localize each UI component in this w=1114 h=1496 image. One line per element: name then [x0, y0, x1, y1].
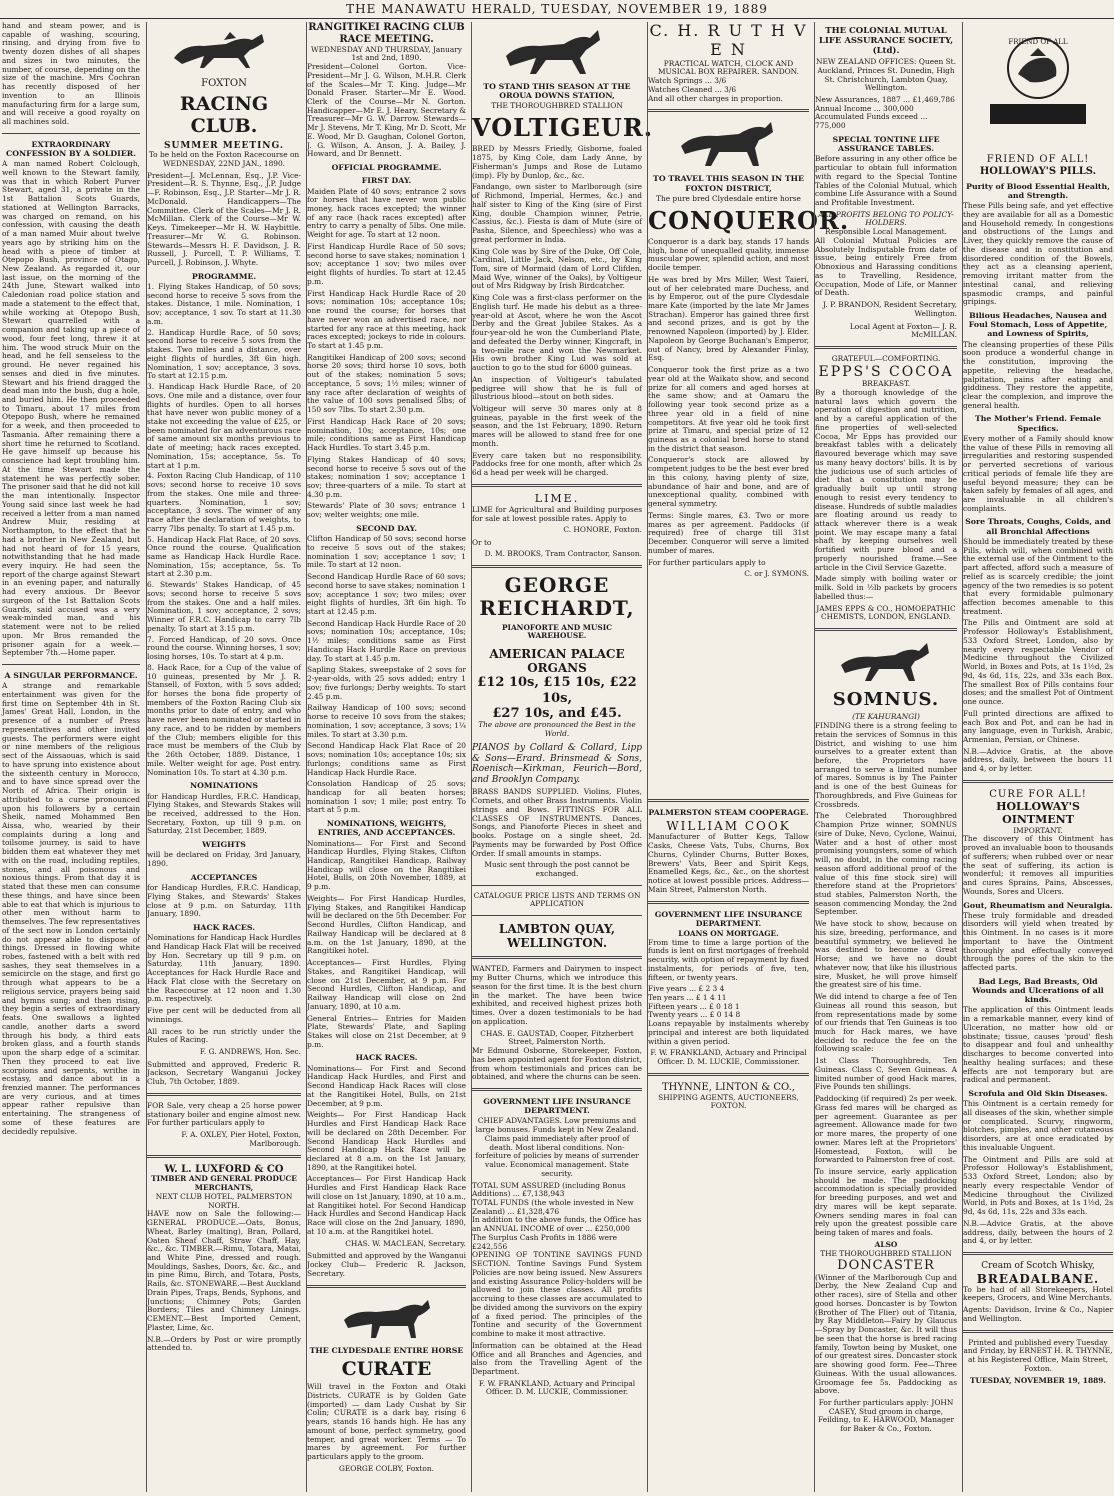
race-item: 3. Handicap Hack Hurdle Race, of 20 sovs. One mile and a distance, over four flights of hurdles. Open to all horses that have never won public money of a stake not exceeding the value of £25, or been nominated for an adventurous race of same amount six months previous to date of meeting; hack races excepted. Nomination, 15s; acceptance, 5s. To start at 1 p.m.: [147, 382, 301, 470]
emblem-ribbon-text: FRIEND OF ALL: [1008, 38, 1068, 46]
ad-text: WANTED, Farmers and Dairymen to inspect my Butter Churns, which we introduce this season for the first time. It is the best churn in the market. The have been twice exhibited, and received highest prizes both times. Over a dozen testimonials to be had on application.: [472, 964, 642, 1026]
ad-title: TO STAND THIS SEASON AT THE OROUA DOWNS STATION,: [483, 82, 631, 101]
section-heading: Purity of Blood Essential Health, and Strength.: [966, 181, 1110, 201]
ad-signature: F. G. ANDREWS, Hon. Sec.: [199, 1046, 301, 1056]
stallion-illustration: [492, 26, 622, 78]
race-list: [147, 283, 301, 777]
figure-row: Annual Income ... 300,000: [815, 103, 914, 113]
section-heading: SPECIAL TONTINE LIFE ASSURANCE TABLES.: [832, 134, 940, 154]
ad-text: Before assuring in any other office be particular to obtain full information with regard to the Special Tontine Tables of the Colonial Mutual, which combine Life Assurance with a Sound and Profitable Investment.: [815, 154, 957, 207]
ad-title: RANGITIKEI RACING CLUB RACE MEETING.: [308, 22, 465, 45]
ad-subtitle: LOANS ON MORTGAGE.: [678, 928, 779, 938]
ad-signature: C. HONORE, Foxton.: [563, 525, 642, 535]
ad-subtitle: (TE KAHURANGI): [852, 712, 920, 722]
ad-figure-row: TOTAL SUM ASSURED (including Bonus Additions) ... £7,138,943: [472, 1180, 626, 1199]
column-1: [2, 22, 140, 1492]
ad-text: Responsible Local Management.: [825, 227, 947, 237]
ad-text: This Ointment is a certain remedy for all diseases of the skin, whether simple or complicated. Scurvy, ringworm, blotches, pimples, and other cutaneous disorders, are at once eradicated by this invaluable Unguent.: [963, 1099, 1113, 1152]
ad-signature: For further particulars apply: JOHN CASEY, Stud groom in charge, Feilding, to E. HARWOOD, Manager for Baker & Co., Foxton.: [817, 1397, 954, 1434]
divider: [472, 1088, 642, 1091]
ad-text: Should be immediately treated by these Pills, which will, when combined with the external use of the Ointment to the part affected, afford such a measure of relief as is scarcely credible; the joint agency of the two remedies is so potent that every formidable pulmonary affection becomes amenable to this treatment.: [963, 536, 1113, 616]
divider: [472, 565, 642, 568]
ad-title-large: RACING CLUB.: [179, 92, 269, 138]
race-item: 2. Handicap Hurdle Race, of 50 sovs; second horse to receive 5 sovs from the stakes. Two miles and a distance, over eight flights of hurdles, 3ft 6in high. Nomination, 1 sov; acceptance, 3 sovs. To start at 12.15 p.m.: [147, 327, 301, 381]
ad-headline: AMERICAN PALACE ORGANS: [489, 647, 625, 676]
ad-text: We did intend to charge a fee of Ten Guineas all round this season, but from representations made by some of our friends that Ten Guineas is too much for Hack mares, we have decided to reduce the fee on the following scale:: [815, 992, 957, 1054]
race-item: 1. Flying Stakes Handicap, of 50 sovs; second horse to receive 5 sovs from the stakes. Distance, 1 mile. Nomination, 1 sov; acceptance, 1 sov. To start at 11.30 a.m.: [147, 281, 301, 326]
divider: [2, 664, 140, 665]
ad-text: Manufacturer of Butter Kegs, Tallow Casks, Cheese Vats, Tubs, Churns, Box Churns, Cylinder Churns, Butter Boxes, Brewers' Vats, Beer and Spirit Kegs, Enamelled Kegs, &c., &c., on the shortest notice at lowest possible prices. Address—Main Street, Palmerston North.: [648, 832, 809, 894]
race-item: Clifton Handicap of 50 sovs; second horse to receive 5 sovs out of the stakes; nomination 1 sov; acceptance 1 sov; 1 mile. To start at 12 noon.: [307, 534, 466, 570]
race-item: Sapling Stakes, sweepstake of 2 sovs for 2-year-olds, with 25 sovs added; entry 1 sov; five furlongs; Derby weights. To start 2.45 p.m.: [307, 665, 466, 701]
imprint-date: TUESDAY, NOVEMBER 19, 1889.: [970, 1375, 1106, 1385]
divider: [648, 109, 809, 112]
ad-title-large: GEORGE REICHARDT,: [479, 572, 635, 621]
ad-text: NEW ZEALAND OFFICES: Queen St. Auckland, Princes St. Dunedin, High St. Christchurch, Lambton Quay, Wellington.: [816, 57, 956, 93]
draught-horse-illustration: [669, 118, 789, 170]
ad-text: From time to time a large portion of the funds is lent on first mortgages of freehold security, with option of repayment by fixed instalments, for periods of five, ten, fifteen, or twenty years.: [648, 937, 809, 982]
ad-officers: President—Colonel Gorton. Vice-President—Mr J. G. Wilson, M.H.R. Clerk of the Scales—Mr T. King. Judge—Mr Donald Fraser. Starter—Mr E. Wood. Clerk of the Course—Mr N. Gorton. Handicapper—Mr E. J. Heary. Secretary & Treasurer—Mr G. W. Darrow. Stewards—Mr J. Stevens, Mr T. King, Mr D. Scott, Mr E. Wood, Mr D. Gaughan, Colonel Gorton, J. G. Wilson, A. Anson, J. A. Bailey, J. Howard, and Dr Bennett.: [307, 62, 466, 159]
race-item: Maiden Plate of 40 sovs; entrance 2 sovs for horses that have never won public money, hack races excepted; the winner of any race (hack races excepted) after entry to carry a penalty of 5lbs. One mile. Weight for age. To start at 12 noon.: [307, 186, 466, 240]
article-text: A strange and remarkable entertainment was given for the first time on September 4th in St. James' Great Hall, London, in the presence of a number of Press representatives and other invited guests. The performers were eight or nine members of the religious sect of the Aissaouas, which is said to have sprung into existence about the sixteenth century in Morocco, and to have since spread over the North of Africa. Their origin is attributed to a curse pronounced upon his followers by a certain Sheik, named Mohammed Ben Aissa, who, wearied by their complaints during a long and toilsome journey, is said to have bidden them eat whatever they met with on the road, including reptiles, stones, and all poisonous and noxious things. From that day it is stated that these men can consume these things, and have since been able to eat that which is injurious to other men without harm to themselves. The few representatives of the sect now in London certainly do not appear able to dispose of things. Dressed in flowing white robes, fastened with a belt with red sashes, they seat themselves in a semicircle on the stage, and first go through what appears to be a religious service, prayers being said and hymns sung; and then rising, they begin a series of extraordinary feats. One swallows a lighted candle, another darts a sword through his body, a third eats broken glass, and a fourth stands upon the sharp edge of a scimitar. Then they proceed to eat live scorpions and serpents, writhe in ecstasy, and dance about in a frenzied manner. The performances are very curious, and at times appear rather repulsive than entertaining. The strangeness of some of these features are decidedly repulsive.: [2, 681, 140, 1136]
ad-title: THE COLONIAL MUTUAL LIFE ASSURANCE SOCIETY, (Ltd).: [818, 26, 954, 57]
ad-headline: LAMBTON QUAY, WELLINGTON.: [498, 922, 616, 951]
ad-text: Conqueror took the first prize as a two year old at the Waikato show, and second prize for all comers and aged horses at the same show; and at Oamaru the following year took second prize as a three year old in a field of nine competitors. At five year old he took first prize at Timaru, and special prize of 12 guineas as a colonial bred horse to stand in the district that season.: [648, 365, 809, 453]
ad-text: N.B.—Advice Gratis, at the above address, daily, between the hours of 2 and 4, or by letter.: [963, 1218, 1113, 1246]
race-item: 4. Foxton Racing Club Handicap, of 110 sovs; second horse to receive 10 sovs from the stakes. One mile and three-quarters. Nomination, 1 sov; acceptance, 3 sovs. The winner of any race after the declaration of weights, to carry 7lbs penalty. To start at 1.45 p.m.: [147, 471, 301, 533]
ad-text: General Entries— Entries for Maiden Plate, Stewards' Plate, and Sapling Stakes will close on 21st December, at 9 p.m.: [307, 1013, 466, 1049]
ad-text: All races to be run strictly under the Rules of Racing.: [147, 1026, 301, 1045]
divider: [472, 885, 642, 886]
race-item: Rangitikei Handicap of 200 sovs; second horse 20 sovs; third horse 10 sovs, both out of the stakes; nomination 5 sovs; acceptance, 5 sovs; 1½ miles; winner of any race after declaration of weights of the value of 100 sovs penalised 5lbs; of 150 sov 7lbs. To start 2.30 p.m.: [307, 352, 466, 415]
ad-text: Music sent through the post cannot be exchanged.: [484, 860, 630, 878]
ad-title: FOXTON: [201, 78, 247, 89]
ad-title: Cream of Scotch Whisky,: [981, 1260, 1095, 1271]
column-5: [647, 21, 850, 1492]
ad-text: FINDING there is a strong feeling to retain the services of Somnus in this District, and wishing to use him ourselves to a greater extent than before, the Proprietors have arranged to serve a limited number of mares. Somnus is by The Painter and is one of the best Guineas for Thoroughbreds, and Five Guineas for Crossbreds.: [815, 721, 957, 809]
section-heading: HACK RACES.: [193, 922, 255, 932]
section-heading: SECOND DAY.: [356, 523, 417, 533]
ad-text: Full printed directions are affixed to each Box and Pot, and can be had in any language, even in Turkish, Arabic, Armenian, Persian, or Chinese.: [963, 708, 1113, 744]
ad-text: We have stock to show, because on his size, breeding, performance, and beautiful symmetry, we believed he was destined to become a Great Horse; and we have no doubt whatever now, that like his illustrious sire, Musket, he will prove himself the greatest sire of his time.: [815, 919, 957, 990]
ad-title-large: BREADALBANE.: [976, 1271, 1100, 1286]
divider: [2, 133, 140, 134]
ad-signature: F. A. OXLEY, Pier Hotel, Foxton, Marlborough.: [181, 1130, 301, 1148]
emblem-banner-text: HOLLOWAY'S PILLS: [975, 125, 1101, 139]
ad-text: Acceptances— First Hurdles, Flying Stakes, and Rangitikei Handicap, will close on 21st December, at 9 p.m. For Second Hurdles, Clifton Handicap, and Railway Handicap will close on 2nd January, 1890, at 10 a.m.: [307, 958, 466, 1011]
section-heading: PROGRAMME.: [191, 271, 257, 281]
ad-text: Fandango, own sister to Marlborough (sire of Richmond, Imperial, Hermes, &c.) and half sister to King of the King (sire of First King, double Champion winner, Petrie, Cassius, &c.). Fiesta is dam of Mute (sire of Pasha, Silence, and Speechless) who was a great performer in India.: [472, 182, 642, 244]
race-item: Second Handicap Hurdle Race of 60 sovs; second horse to save stakes; nomination 1 sov; acceptance 1 sov; two miles; over eight flights of hurdles, 3ft 6in high. To start at 12.45 p.m.: [307, 572, 466, 617]
ad-title-large: DONCASTER: [837, 1258, 935, 1274]
ad-text: Will travel in the Foxton and Otaki Districts. CURATE is by Golden Gate (imported) — dam Lady Cushat by Sir Colin; CURATE is a dark bay, rising 6 years, stands 16 hands high. He has any amount of bone, perfect symmetry, good temper, and great worker. Terms — To mares by agreement. For further particulars apply to the groom.: [307, 1382, 466, 1461]
ad-text: LIME for Agricultural and Building purposes for sale at lowest possible rates. Apply to: [472, 504, 642, 523]
ad-text: 1st Class Thoroughbreds, Ten Guineas. Class C, Seven Guineas. A limited number of good Hack mares, Five Pounds ten shillings.: [815, 1056, 957, 1092]
loan-row: Ten years ... £ 1 4 11: [648, 993, 727, 1003]
article-text: A man named Robert Colclough, well known to the Stewart family, was that in which Robert Purver Stewart, aged 31, a private in the 1st Battalion Scots Guards, stationed at Wellington Barracks, was charged on remand, on his confession, with causing the death of a man named Muir about twelve years ago by striking him on the head with a piece of timber at Otepopo Bush, province of Otago, New Zealand. As regarded it, our last issue, on the morning of the 24th June, Stewart walked into Caledonian road police station and made a statement to the effect that, while working at Otepopo Bush, Stewart quarrelled with a companion and taking up a piece of wood, four feet long, threw it at him. The wood struck Muir on the head, and he fell senseless to the ground. He never regained his senses and died in five minutes. Stewart and his friend dragged the dead man into the bush, dug a hole, and buried him. He then proceeded to Timaru, about 17 miles from Otepopo Bush, where he remained for a week, and then proceeded to Tasmania. After remaining there a short time he returned to Scotland. He gave himself up because his conscience had kept troubling him. At the time Stewart made the statement he was perfectly sober. The prisoner said that he did not kill the man intentionally. Inspector Young said since last week he had received a letter from a man named Andrew Muir, residing at Northampton, to the effect that he had a brother in New Zealand, but had not heard of for 15 years, notwithstanding that he had made every inquiry. He had seen the report of the charge against Stewart in an evening paper, and naturally had every anxious. Dr Beevor surgeon of the 1st Battalion Scots Guards, said accused was a very weak-minded man, and his statement were not to be relied upon. Mr Bros remanded the prisoner again for a week.—September 7th.—Home paper.: [2, 159, 140, 658]
section-heading: Gout, Rheumatism and Neuralgia.: [963, 900, 1113, 910]
ad-text: Nominations— For First and Second Handicap Hurdles, Flying Stakes, Clifton Handicap, Rangitikei Handicap, Railway Handicap will close on the Rangitikei Hotel, Bulls, on 20th November, 1889, at 9 p.m.: [307, 838, 466, 892]
ad-text: The above are pronounced the Best in the World.: [478, 720, 636, 739]
ad-text: Information can be obtained at the Head Office and all Branches and Agencies, and also from the Travelling Agent of the Department.: [472, 1340, 642, 1376]
divider: [648, 799, 809, 802]
ad-title-large: WILLIAM COOK: [666, 819, 791, 834]
race-item: First Handicap Hurdle Race of 50 sovs; second horse to save stakes; nomination 1 sov; acceptance 1 sov; two miles over eight flights of hurdles. To start at 12.45 p.m.: [307, 241, 466, 286]
ad-title-large: EPPS'S COCOA: [818, 363, 954, 380]
ad-signature: C. or J. SYMONS.: [744, 569, 809, 579]
section-heading: WEIGHTS: [202, 840, 246, 850]
ad-text: For further particulars apply to: [648, 557, 766, 567]
race-item: Second Handicap Hack Flat Race of 20 sovs; nomination 10s; acceptance 10s; six furlongs; conditions same as First Handicap Hack Hurdle Race.: [307, 741, 466, 777]
ad-text: Paddocking (if required) 2s per week. Grass fed mares will be charged as per agreement. Guarantee as per agreement. Allowance made for two or more mares, the property of one owner. Mares left at the Proprietors' Homestead, Foxton, will be forwarded to Palmerston free of cost.: [815, 1094, 957, 1165]
ad-headline: £27 10s, and £45.: [492, 706, 622, 722]
ad-text: The Pills and Ointment are sold at Professor Holloway's Establishment, 533 Oxford Street, London, also by nearly every respectable Vendor of Medicine throughout the Civilized World, in Boxes and Pots, at 1s 1½d, 2s 9d, 4s 6d, 11s, 22s, and 33s each Box. The smallest Box of Pills contains four doses; and the smallest Pot of Ointment one ounce.: [963, 618, 1113, 707]
ad-address: NEXT CLUB HOTEL, PALMERSTON NORTH.: [155, 1191, 293, 1210]
divider: [963, 1330, 1113, 1333]
divider: [472, 956, 642, 959]
ad-title: PALMERSTON STEAM COOPERAGE.: [648, 808, 809, 818]
ad-text: Acceptances— For First Handicap Hack Hurdles and First Handicap Hack Race will close on 1st January, 1890, at 10 a.m., at Rangitikei hotel. For Second Handicap Hack Hurdles and Second Handicap Hack Race will close on the 2nd January, 1890, at 10 a.m. at the Rangitikei hotel.: [307, 1174, 466, 1236]
section-heading: The Mother's Friend. Female Specifics.: [974, 414, 1102, 433]
race-item: 8. Hack Race, for a Cup of the value of 10 guineas, presented by Mr J. R. Stansell, of Foxton, with 5 sovs added; for horses the bona fide property of members of the Foxton Racing Club six months prior to date of entry, and who have never been nominated or started in any race, and to be ridden by members of the Club; members eligible for this race must be members of the Club by the 26th October, 1889. Distance, 1 mile. Welter weight for age. Post entry. Nomination 10s. To start at 4.30 p.m.: [147, 662, 301, 777]
ad-text: Conqueror is a dark bay, stands 17 hands high, bone of unequalled quality, immense muscular power, splendid action, and most docile temper.: [648, 236, 809, 273]
ad-text: The Ointment and Pills are sold at Professor Holloway's Establishment, 533 Oxford Street, London; also by nearly every respectable Vendor of Medicine throughout the Civilized World, in Pots and Boxes, at 1s 1½d, 2s 9d, 4s 6d, 11s, 22s and 33s each.: [963, 1154, 1113, 1217]
ad-text: HAVE now on Sale the following:— GENERAL PRODUCE.—Oats, Bonus, Wheat, Barley (malting), Bran, Pollard, Oaten Sheaf Chaff, Straw Chaff, Hay, &c., &c. TIMBER.—Rimu, Totara, Matai, and White Pine, dressed and rough. Mouldings, Sashes, Doors, &c. &c., and in pine Rimu, Birch, and Totara, Posts, Rails, &c. STONEWARE.—Best Auckland Drain Pipes, Traps, Bends, Syphons, and Junctions; Chimney Pots; Garden Borders; Tiles and Chimney Linings. CEMENT.—Best Imported Cement, Plaster, Lime, &c.: [147, 1209, 301, 1332]
ad-text: Mr Edmund Osborne, Storekeeper, Foxton, has been appointed agent for Foxton district, from whom testimonials and prices can be obtained, and where the churns can be seen.: [472, 1046, 642, 1082]
ad-subtitle: PRACTICAL WATCH, CLOCK AND MUSICAL BOX REPAIRER. SANDON.: [657, 58, 800, 77]
race-item: Railway Handicap of 100 sovs; second horse to receive 10 sovs from the stakes; nomination, 1 sov; acceptance, 3 sovs; 1¼ miles. To start at 3.30 p.m.: [307, 703, 466, 739]
section-heading: HACK RACES.: [355, 1053, 418, 1063]
ad-text: will be declared on Friday, 3rd January, 1890.: [147, 850, 301, 869]
article-heading: A SINGULAR PERFORMANCE.: [4, 671, 138, 681]
ad-subtitle: BREAKFAST.: [861, 379, 911, 389]
imprint-text: Printed and published every Tuesday and Friday, by ERNEST H. R. THYNNE, at his Registered Office, Main Street, Foxton.: [963, 1337, 1113, 1373]
ad-headline: £12 10s, £15 10s, £22 10s,: [477, 675, 637, 706]
ad-text: Nominations for Handicap Hack Hurdles and Handicap Hack Flat will be received by Hon. Secretary up till 9 p.m. on Saturday, 11th January, 1890. Acceptances for Hack Hurdle Race and Hack Flat close with the Secretary on the Racecourse at 12 noon and 1.30 p.m. respectively.: [147, 933, 301, 1004]
ad-text: These Pills being safe, and yet effective they are available for all as a Domestic and Household remedy. In congestions and obstructions of the Lungs and Liver, they quickly remove the cause of the disease and in constitution and disordered condition of the Bowels, they act as a cleansing aperient, removing irritant matter from the intestinal canal, and relieving spasmodic cramps, and painful gripings.: [963, 201, 1113, 307]
article-text: hand and steam power, and is capable of washing, scouring, rinsing, and drying from five to twenty dozen dishes of all shapes and sizes in two minutes, the number, of course, depending on the size of the machine. Mrs Cochran has recently disposed of her invention to an Illinois manufacturing firm for a large sum, and will receive a good royalty on all machines sold.: [2, 21, 140, 127]
ad-text: Agents: Davidson, Irvine & Co., Napier and Wellington.: [963, 1305, 1113, 1323]
ad-text: Terms: Single mares, £3. Two or more mares as per agreement. Paddocks (if required) free of charge till 31st December. Conqueror will serve a limited number of mares.: [648, 510, 809, 555]
ad-subtitle: THE THOROUGHBRED STALLION: [491, 101, 623, 111]
race-item: First Handicap Hack Hurdle Race of 20 sovs; nomination 10s; acceptance 10s; one round the course; for horses that have never won an advertised race, nor started for any race at this meeting, hack races excepted; jockeys to ride in colours. To start at 1.45 p.m.: [307, 288, 466, 350]
ad-text: King Cole was a first-class performer on the English turf. He made his debut as a three-year-old at Ascot, where he won the Ascot Derby and the Great Jubilee Stakes. As a four-year-old he won the Cumberland Plate, and defeated the Derby winner, Kingcraft, in a two-mile race and won the Newmarket. His own brother King Lud was sold at auction to go to the stud for 6000 guineas.: [472, 293, 642, 373]
section-heading: FIRST DAY.: [361, 176, 412, 186]
ad-title: LIME.: [534, 491, 580, 505]
ad-subtitle: SUMMER MEETING.: [163, 140, 285, 151]
race-item: Second Handicap Hack Hurdle Race of 20 sovs; nomination 10s; acceptance, 10s; 1½ miles; conditions same as First Handicap Hack Hurdle Race on previous day. To start at 1.45 p.m.: [307, 618, 466, 663]
divider: [963, 780, 1113, 783]
divider: [472, 484, 642, 487]
ad-figure-row: TOTAL FUNDS (the whole invested in New Zealand) ... £1,328,476: [472, 1198, 634, 1216]
ad-signature: GEORGE COLBY, Foxton.: [339, 1463, 434, 1473]
column-2: [146, 22, 301, 1492]
ad-text: These truly formidable and dreaded disorders will yield when treated by this Ointment. In no cases is it more important to have the Ointment thoroughly and effectually conveyed through the pores of the skin to the affected parts.: [963, 910, 1113, 973]
thoroughbred-horse-illustration: [831, 637, 941, 685]
ad-signature: F. W. FRANKLAND, Actuary and Principal Officer. D. M. LUCKIE, Commissioner.: [650, 1048, 807, 1067]
loan-row: Five years ... £ 2 3 4: [648, 984, 725, 994]
ad-text: To be had of all Storekeepers, Hotel keepers, Grocers, and Wine Merchants.: [963, 1284, 1113, 1303]
ad-text: Weights— For First Handicap Hurdles, Flying Stakes, and Rangitikei Handicap will be declared on the 5th December. For Second Hurdles, Clifton Handicap, and Railway Handicap will be declared at 8 a.m. on the 1st January, 1890, at the Rangitikei hotel.: [307, 893, 466, 956]
race-item: First Handicap Hack Race of 20 sovs; nomination, 10s; acceptance, 10s; one mile; conditions same as First Handicap Hack Hurdles. To start 3.45 p.m.: [307, 416, 466, 453]
ad-signature: J. P. BRANDON, Resident Secretary, Wellington.: [823, 300, 957, 318]
price-row: Watch Springs ... 3/6: [648, 76, 727, 86]
race-item: 5. Handicap Hack Flat Race, of 20 sovs. Once round the course. Qualification same as Handicap Hack Hurdle Race. Nomination, 15s; acceptance, 5s. To start at 2.30 p.m.: [147, 534, 301, 579]
ad-text: ALL PROFITS BELONG TO POLICY-HOLDERS.: [818, 209, 954, 228]
ad-text: The application of this Ointment leads in a remarkable manner, every kind of Ulceration, no matter how old or obstinate; tissue, causes 'proud' flesh to disappear and foul and unhealthy discharges to become converted into healthy healing surfaces; and these effects are not temporary but are radical and permanent.: [963, 1005, 1113, 1085]
ad-signature: Local Agent at Foxton— J. R. McMILLAN.: [849, 321, 957, 340]
ad-text: Loans repayable by instalments whereby principal and interest are both liquidated within a given period.: [648, 1019, 809, 1046]
ad-signature: CHAS. E. GAUSTAD, Cooper, Fitzherbert Street, Palmerston North.: [480, 1028, 634, 1047]
ad-title: THYNNE, LINTON & CO.,: [662, 1081, 795, 1093]
figure-row: Accumulated Funds exceed ... 775,000: [815, 112, 928, 131]
ad-text: FOR Sale, very cheap a 25 horse power stationary boiler and engine almost new. For further particulars apply to: [147, 1100, 301, 1128]
ad-subtitle: GRATEFUL—COMFORTING.: [831, 353, 941, 363]
ad-text: An inspection of Voltigeur's tabulated pedigree will show that he is full of illustrious blood—stout on both sides.: [472, 374, 642, 402]
ad-title: GOVERNMENT LIFE INSURANCE DEPARTMENT.: [654, 909, 803, 928]
ad-text: Nominations— For First and Second Handicap Hack Hurdles, and First and Second Handicap Hack Races will close at the Rangitikei Hotel, Bulls, on 21st December, at 9 p.m.: [307, 1063, 466, 1108]
ad-text: The cleansing properties of these Pills soon produce a wonderful change in the constitution, improving the appetite, relieving the headache, palpitation, pains after eating and giddiness. They restore the appetite, clear the complexion, and improve the general health.: [963, 339, 1113, 410]
ad-title-large: C. H. R U T H V E N: [649, 21, 808, 59]
ad-title-large: VOLTIGEUR.: [472, 113, 654, 143]
divider: [648, 1073, 809, 1076]
ad-title: FRIEND OF ALL!: [986, 154, 1090, 166]
ad-text: King Cole was by Sire of the Duke, Off Cole, Cardinal, Little Jack, Nelson, etc., by King Tom, sire of Mormaid (dam of Lord Clifden, Maid Wye, winner of the Oaks), by Voltigeur out of Mrs Ridgway by Irish Birdcatcher.: [472, 246, 642, 291]
ad-title-large: SOMNUS.: [832, 689, 940, 711]
ad-text: And all other charges in proportion.: [648, 93, 783, 103]
column-7: [962, 22, 1113, 1492]
ad-text: Five per cent will be deducted from all winnings.: [147, 1006, 301, 1024]
column-6: [814, 22, 957, 1492]
section-heading: Sore Throats, Coughs, Colds, and all Bronchial Affections: [965, 517, 1111, 536]
clydesdale-horse-illustration: [332, 1294, 442, 1342]
ad-text: By a thorough knowledge of the natural laws which govern the operation of digestion and nutrition, and by a careful application of the fine properties of well-selected Cocoa, Mr Epps has provided our breakfast tables with a delicately flavoured beverage which may save us many heavy doctors' bills. It is by the judicious use of such articles of diet that a constitution may be gradually built up until strong enough to resist every tendency to disease. Hundreds of subtle maladies are floating around us ready to attack wherever there is a weak point. We may escape many a fatal shaft by keeping ourselves well fortified with pure blood and a properly nourished frame.—See article in the Civil Service Gazette.: [815, 387, 957, 572]
loan-row: Twenty years ... £ 0 14 8: [648, 1010, 741, 1020]
ad-text: The discovery of this Ointment has proved an invaluable boon to thousands of sufferers; when rubbed over or near the seat of suffering, its action is wonderful; it removes all impurities and cures Sprains, Pains, Abscesses, Wounds, Sores and Ulcers.: [963, 834, 1113, 896]
ad-text: The Celebrated Thoroughbred Champion Prize winner, SOMNUS (sire of Duke, Nevo, Cyclone, Wainui, Water and a host of other most promising youngsters, some of which will, no doubt, in the coming racing season afford additional proof of the value of this fine stock sire) will therefore stand at the Proprietors' stud stables, Palmerston North, the season commencing Monday, the 2nd September.: [815, 811, 957, 917]
divider: [963, 1252, 1113, 1255]
ad-title-large: CONQUEROR.: [648, 205, 850, 235]
divider: [815, 346, 957, 349]
ad-subtitle: THE THOROUGHBRED STALLION: [820, 1248, 952, 1258]
ad-text: N.B.—Orders by Post or wire promptly attended to.: [147, 1334, 301, 1353]
ad-subtitle: ALSO: [874, 1239, 898, 1249]
divider: [147, 1093, 301, 1096]
loan-row: Fifteen years ... £ 0 18 1: [648, 1001, 740, 1011]
column-4: [471, 22, 654, 1492]
ad-figure-row: In addition to the above funds, the Office has an ANNUAL INCOME of over ... £250,000: [472, 1215, 642, 1234]
divider: [147, 1155, 301, 1158]
ad-title-large: HOLLOWAY'S OINTMENT: [996, 799, 1080, 826]
ad-subtitle: IMPORTANT.: [1013, 825, 1063, 835]
ad-title: HOLLOWAY'S PILLS.: [979, 166, 1097, 178]
ad-text: Voltigeur will serve 30 mares only at 8 guineas, payable in the first week of the season, and the 1st February, 1890. Return mares will be allowed to stand free for one month.: [472, 403, 642, 448]
ad-subtitle: TIMBER AND GENERAL PRODUCE MERCHANTS,: [151, 1174, 297, 1193]
race-item: 6. Stewards' Stakes Handicap, of 45 sovs; second horse to receive 5 sovs from the stakes. One and a half miles. Nomination, 1 sov; acceptance, 2 sovs; Winner of F.R.C. Handicap to carry 7lb penalty. To start at 3.15 p.m.: [147, 580, 301, 633]
ad-text: All Colonial Mutual Policies are Absolutely Indisputable from date of issue, being entirely Free from Obnoxious and Harassing conditions as to Travelling, Residence, Occupation, Mode of Life, or Manner of Death.: [815, 235, 957, 298]
ad-title-large: CURATE: [341, 1357, 432, 1380]
ad-text: CATALOGUE PRICE LISTS AND TERMS ON APPLICATION: [473, 890, 641, 909]
ad-text: PIANOS by Collard & Collard, Lipp & Sons—Erard. Brinsmead & Sons, Roenisch—Kirkman, Feurich—Bord, and Brooklyn Company.: [472, 742, 642, 785]
ad-subtitle: The pure bred Clydesdale entire horse: [656, 193, 801, 203]
race-item: Flying Stakes Handicap of 40 sovs; second horse to receive 5 sovs out of the stakes; nomination 1 sov; acceptance 1 sov; three-quarters of a mile. To start at 4.30 p.m.: [307, 454, 466, 499]
column-3: [306, 22, 466, 1492]
section-heading: NOMINATIONS, WEIGHTS, ENTRIES, AND ACCEPTANCES.: [317, 819, 456, 838]
ad-subtitle: PIANOFORTE AND MUSIC WAREHOUSE.: [501, 622, 613, 641]
section-heading: Bad Legs, Bad Breasts, Old Wounds and Ulcerations of all kinds.: [972, 976, 1104, 1005]
ad-text: Or to: [472, 538, 492, 548]
ad-text: Submitted and approved by the Wanganui Jockey Club— Frederic R. Jackson, Secretary.: [307, 1251, 466, 1278]
section-heading: Scrofula and Old Skin Diseases.: [968, 1089, 1108, 1099]
ad-text: Every mother of a Family should know the value of these Pills in removing all irregularities and restoring suspended or perverted secretions of various critical periods of female life they are useful beyond measure; they can be taken safely by females of all ages, and are invaluable in all children's complaints.: [963, 433, 1113, 513]
price-row: Watches Cleaned ... 3/6: [648, 84, 737, 94]
ad-title: TO TRAVEL THIS SEASON IN THE FOXTON DISTRICT,: [653, 174, 804, 193]
ad-text: N.B.—Advice Gratis, at the above address, daily, between the hours 11 and 4, or by letter.: [963, 746, 1113, 774]
divider: [472, 915, 642, 916]
ad-text: He was bred by Mrs Miller, West Taieri, out of her celebrated mare Duchess, and is by Emperor, out of the pure Clydesdale mare Kate (imported by the late Mr James Strachan). Emperor has gained three first and second prizes, and is got by the renowned Napoleon (imported) by J. Elder. Napoleon by George Buchanan's Emperor, out of Nancy, bred by Alexander Finlay, Esq.: [648, 274, 809, 363]
ad-text: To insure service, early application should be made. The paddocking accommodation is specially provided for breeding purposes, and wet and dry mares will be kept separate. Owners sending mares in foal can rely upon the greatest possible care being taken of mares and foals.: [815, 1167, 957, 1238]
ad-text: Every care taken but no responsibility. Paddocks free for one month, after which 2s 6d a head per week will be charged.: [472, 450, 642, 478]
ad-officers: President—J. McLennan, Esq., J.P. Vice-President—R. S. Thynne, Esq., J.P. Judge—F. Robinson, Esq., J.P. Starter—Mr J. R. McDonald. Handicappers—The Committee. Clerk of the Scales—Mr J. R. McMillan. Clerk of the Course—Mr W. Keys. Timekeeper—Mr H. W. Haybittle. Treasurer—Mr W. G. Robinson. Stewards—Messrs H. F. Davidson, J. R. Russell, J. Purcell, T. P. Williams, T. Purcell, J. Robinson, J. Whyte.: [147, 170, 301, 268]
ad-text: for Handicap Hurdles, F.R.C. Handicap, Flying Stakes, and Stewards Stakes will be received, addressed to the Hon. Secretary, Foxton, up till 9 p.m. on Saturday, 21st December, 1889.: [147, 791, 301, 836]
race-item: Consolation Handicap of 25 sovs; handicap for all beaten horses; nomination 1 sov; 1 mile; post entry. To start at 5 p.m.: [307, 779, 466, 815]
ad-title: THE CLYDESDALE ENTIRE HORSE: [309, 1345, 464, 1355]
ad-date: To be held on the Foxton Racecourse on WEDNESDAY, 22ND JAN., 1890.: [148, 150, 300, 168]
divider: [307, 1285, 466, 1288]
ad-signature: CHAS. W. MACLEAN, Secretary.: [345, 1238, 466, 1248]
ad-text: BRED by Messrs Friedly, Gisborne, foaled 1875, by King Cole, dam Lady Anne, by Fisherman's Jumps and Rose de Lutamo (imp). Fly by Dunlop, &c., &c.: [472, 144, 642, 180]
ad-signature: F. W. FRANKLAND, Actuary and Principal Officer. D. M. LUCKIE, Commissioner.: [478, 1378, 636, 1397]
ad-text: Made simply with boiling water or milk. Sold in ½lb packets by grocers labelled thus:—: [815, 574, 957, 601]
ad-text: Conqueror's stock are allowed by competent judges to be the best ever bred in this colony, having plenty of size, abundance of hair and bone, and are of unexceptional quality, combined with general symmetry.: [648, 455, 809, 509]
ad-signature: D. M. BROOKS, Tram Contractor, Sanson.: [484, 548, 642, 558]
race-item: 7. Forced Handicap, of 20 sovs. Once round the course. Winning horses, 1 sov; losing horses, 10s. To start at 4 p.m.: [147, 634, 301, 662]
ad-title: W. L. LUXFORD & CO: [164, 1163, 284, 1175]
race-item: Stewards' Plate of 30 sovs; entrance 1 sov; welter weights; one mile.: [307, 501, 466, 520]
ad-text: BRASS BANDS SUPPLIED. Violins, Flutes, Cornets, and other Brass Instruments. Violin strings and Bows. FITTINGS FOR ALL CLASSES OF INSTRUMENTS. Dances, Songs, and Pianoforte Pieces in sheet and books. Postage on a single sheet, 2d. Payments may be forwarded by Post Office Order. If small amounts in stamps.: [472, 787, 642, 858]
ad-title: GOVERNMENT LIFE INSURANCE DEPARTMENT.: [483, 1097, 631, 1116]
ad-text: OPENING OF TONTINE SAVINGS FUND SECTION. Tontine Savings Fund System Policies are now being issued. New Assurers and existing Assurance Policy-holders will be allowed to join these classes. All profits accruing to these classes are accumulated to be divided among the survivors on the expiry of a fixed period. The principles of the Tontine and security of the Government combine to make it most attractive.: [472, 1250, 642, 1339]
ad-text: for Handicap Hurdles, F.R.C. Handicap, Flying Stakes, and Stewards' Stakes close at 9 p.m. on Saturday, 11th January, 1890.: [147, 883, 301, 919]
article-heading: EXTRAORDINARY CONFESSION BY A SOLDIER.: [6, 139, 136, 158]
ad-subtitle: SHIPPING AGENTS, AUCTIONEERS, FOXTON.: [658, 1092, 799, 1111]
racehorse-illustration: [164, 26, 284, 74]
section-heading: ACCEPTANCES: [190, 872, 258, 882]
ad-text: CHIEF ADVANTAGES. Low premiums and large bonuses. Funds kept in New Zealand. Claims paid immediately after proof of death. Most liberal conditions. Non-forfeiture of policies by means of surrender value. Economical management. State security.: [475, 1116, 639, 1178]
divider: [648, 901, 809, 904]
ad-figure-row: The Surplus Cash Profits in 1886 were £242,556: [472, 1232, 617, 1251]
ad-signature: JAMES EPPS & CO., HOMOEPATHIC CHEMISTS, LONDON, ENGLAND.: [816, 603, 956, 622]
figure-row: New Assurances, 1887 ... £1,469,786: [815, 94, 955, 104]
section-heading: Bilious Headaches, Nausea and Foul Stomach, Loss of Appetite, and Lowness of Spirits,: [968, 311, 1108, 339]
section-heading: NOMINATIONS: [190, 781, 258, 791]
ad-text: Submitted and approved, Frederic R. Jackson, Secretary Wanganui Jockey Club, 7th October, 1889.: [147, 1059, 301, 1087]
ad-text: (Winner of the Marlborough Cup and Derby, the New Zealand Cup and other races), sire of Stella and other good horses. Doncaster is by Towton (Brother of The Flier) out of Titania, by Ray Middleton—Fairy by Glaucus—Spray by Doncaster, &c. It will thus be seen that the horse is bred racing family, Towton being by Musket, one of our greatest sires. Doncaster stock are showing good form. Fee—Three Guineas. With the usual allowances. Groomage fee 5s. Paddocking as above.: [815, 1272, 957, 1396]
section-heading: OFFICIAL PROGRAMME.: [331, 163, 442, 173]
ad-title: CURE FOR ALL!: [989, 788, 1087, 800]
divider: [815, 628, 957, 631]
ad-date: WEDNESDAY AND THURSDAY, January 1st and 2nd, 1890.: [311, 44, 462, 63]
page-masthead: THE MANAWATU HERALD, TUESDAY, NOVEMBER 19, 1889: [0, 0, 1114, 19]
ad-text: Weights— For First Handicap Hack Hurdles and First Handicap Hack Race will be declared on 28th December. For Second Handicap Hack Hurdles and Second Handicap Hack Race will be declared at 8 a.m. on the 1st January, 1890, at the Rangitikei hotel.: [307, 1110, 466, 1172]
